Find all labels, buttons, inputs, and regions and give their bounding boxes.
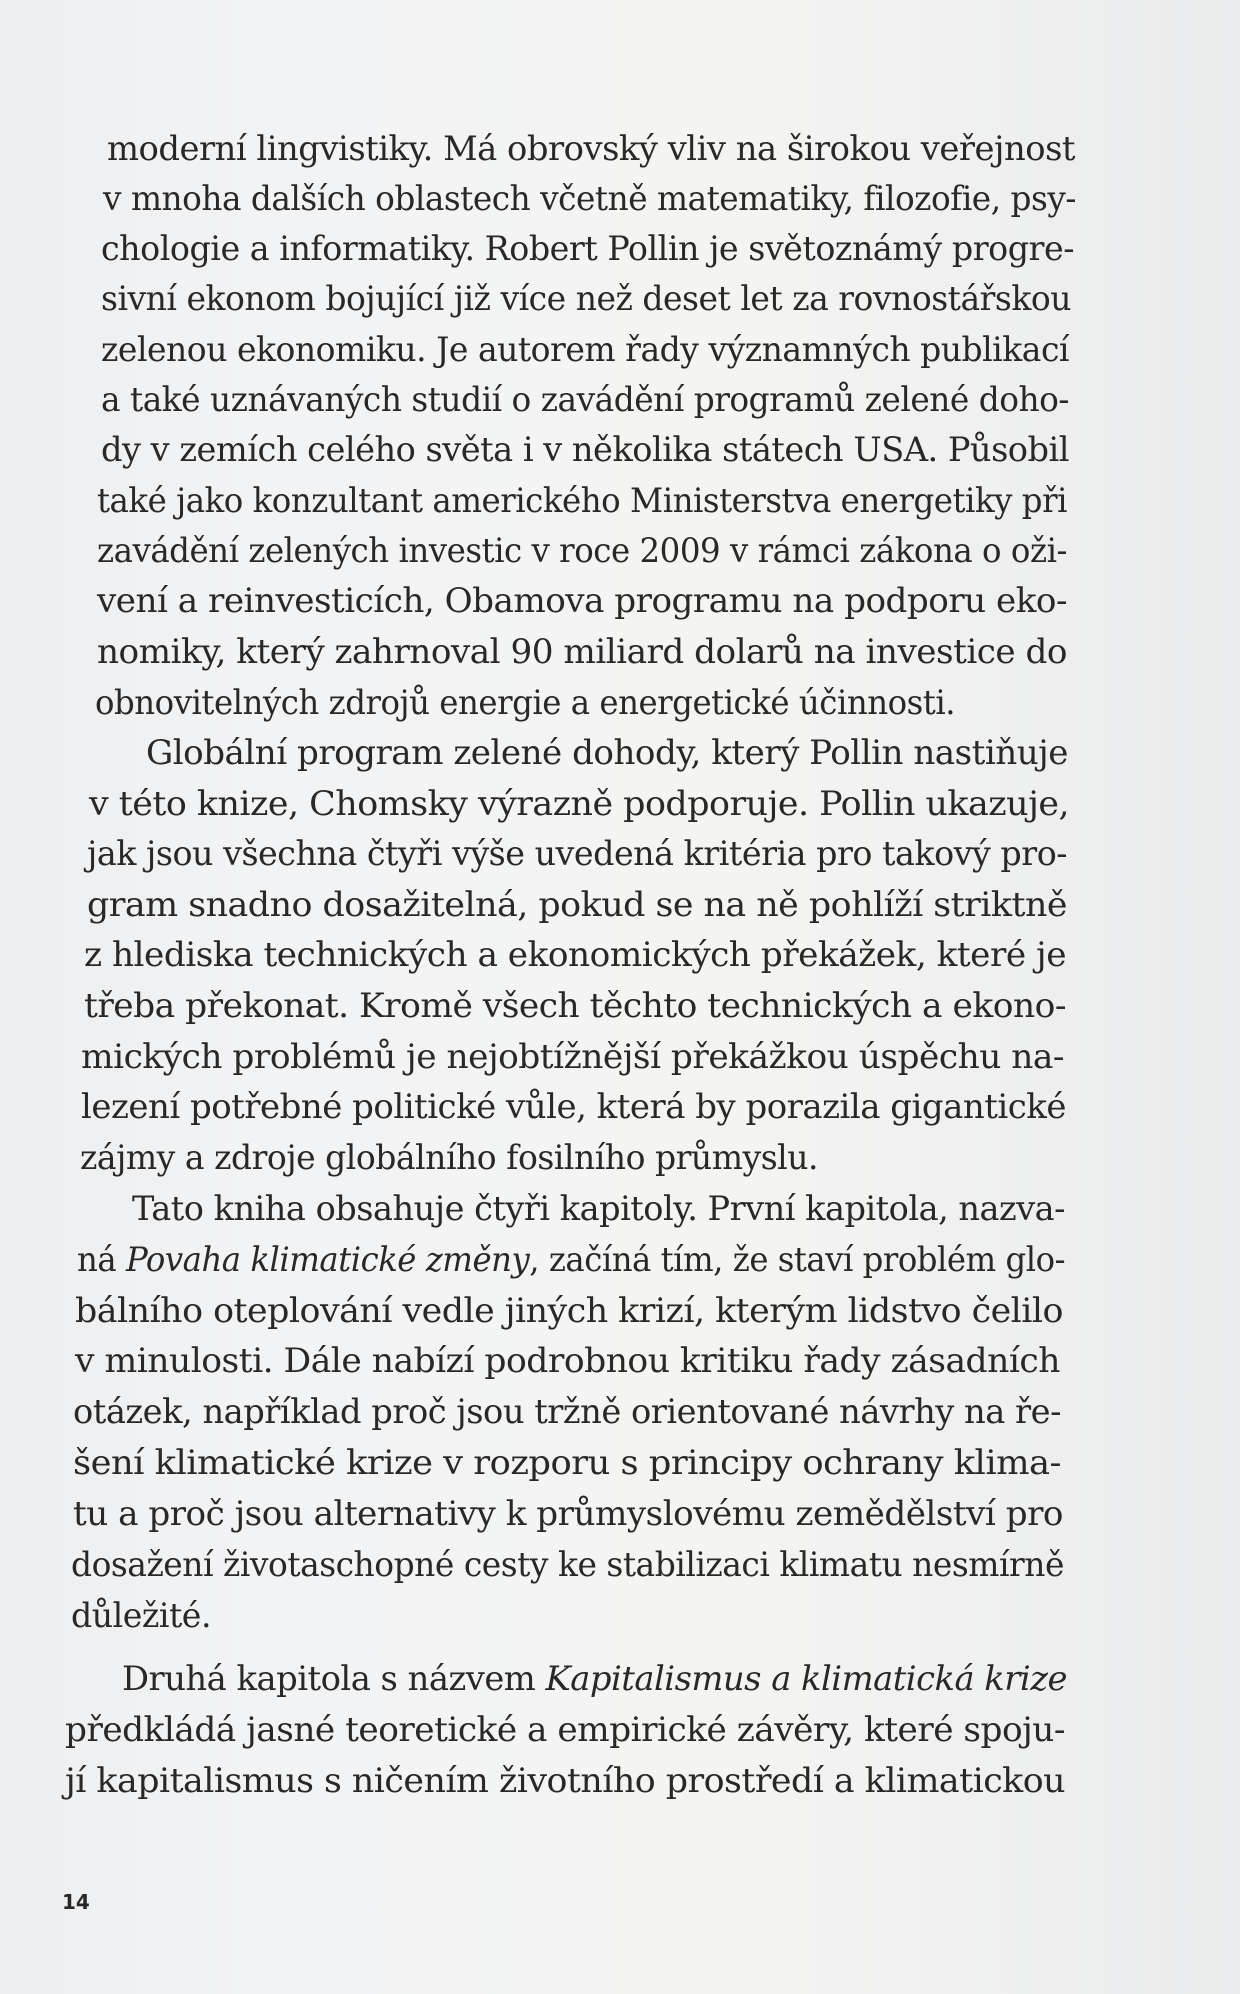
text-line [65,1710,1065,1750]
text-segment: otázek, například proč jsou tržně orientované návrhy na ře- [73,1392,1061,1432]
text-segment: dy v zemích celého světa i v několika státech USA. Působil [101,430,1070,470]
text-segment: tu a proč jsou alternativy k průmyslovému zemědělství pro [73,1494,1063,1534]
text-line [122,1659,1067,1699]
text-line [101,229,1074,269]
text-segment: nomiky, který zahrnoval 90 miliard dolarů na investice do [97,632,1068,672]
text-line [97,632,1068,672]
text-line [73,1392,1061,1432]
text-line [75,1291,1063,1331]
italic-title: Povaha klimatické změny [125,1240,530,1280]
text-segment: dosažení životaschopné cesty ke stabilizaci klimatu nesmírně [71,1545,1064,1585]
italic-title: Kapitalismus a klimatická krize [545,1659,1067,1699]
text-segment: jak jsou všechna čtyři výše uvedená kritéria pro takový pro- [87,834,1068,874]
text-segment: moderní lingvistiky. Má obrovský vliv na širokou veřejnost [107,129,1076,169]
text-segment: , začíná tím, že staví problém glo- [529,1240,1066,1280]
text-line [81,1037,1065,1077]
text-segment: zelenou ekonomiku. Je autorem řady významných publikací [101,330,1070,370]
text-line [71,1545,1064,1585]
text-line [77,1240,1066,1280]
text-segment: chologie a informatiky. Robert Pollin je světoznámý progre- [101,229,1074,269]
text-line [101,430,1070,470]
text-segment: Globální program zelené dohody, který Pollin nastiňuje [146,733,1068,773]
text-line [81,1087,1066,1127]
text-line [89,784,1070,824]
text-segment: a také uznávaných studií o zavádění programů zelené doho- [101,380,1070,420]
text-segment: vení a reinvesticích, Obamova programu na podporu eko- [97,581,1068,621]
text-segment: jí kapitalismus s ničením životního prostředí a klimatickou [65,1761,1066,1801]
text-line [95,683,956,723]
text-line [97,581,1068,621]
text-line [87,885,1067,925]
text-line [146,733,1068,773]
text-line [71,1596,212,1636]
text-line [84,986,1066,1026]
text-segment: z hlediska technických a ekonomických překážek, které je [84,935,1066,975]
text-line [107,129,1076,169]
text-line [80,1138,819,1178]
text-line [84,935,1066,975]
text-segment: Tato kniha obsahuje čtyři kapitoly. První kapitola, nazva- [132,1189,1066,1229]
text-line [103,179,1076,219]
text-segment: důležité. [71,1596,212,1636]
text-segment: zavádění zelených investic v roce 2009 v rámci zákona o oži- [97,531,1067,571]
text-segment: zájmy a zdroje globálního fosilního průmyslu. [80,1138,819,1178]
text-segment: v mnoha dalších oblastech včetně matematiky, filozofie, psy- [103,179,1076,219]
text-line [132,1189,1066,1229]
text-line [73,1443,1061,1483]
text-segment: gram snadno dosažitelná, pokud se na ně pohlíží striktně [87,885,1067,925]
text-segment: obnovitelných zdrojů energie a energetické účinnosti. [95,683,956,723]
text-segment: šení klimatické krize v rozporu s principy ochrany klima- [73,1443,1061,1483]
text-line [87,834,1068,874]
text-segment: sivní ekonom bojující již více než deset let za rovnostářskou [101,279,1072,319]
text-line [73,1494,1063,1534]
text-line [97,481,1067,521]
text-segment: v minulosti. Dále nabízí podrobnou kritiku řady zásadních [75,1341,1060,1381]
text-segment: bálního oteplování vedle jiných krizí, kterým lidstvo čelilo [75,1291,1063,1331]
text-segment: předkládá jasné teoretické a empirické závěry, které spoju- [65,1710,1065,1750]
text-segment: třeba překonat. Kromě všech těchto technických a ekono- [84,986,1066,1026]
text-segment: lezení potřebné politické vůle, která by porazila gigantické [81,1087,1066,1127]
text-segment: Druhá kapitola s názvem [122,1659,546,1699]
text-line [101,279,1072,319]
text-segment: ná [77,1240,126,1280]
text-line [101,380,1070,420]
text-line [97,531,1067,571]
text-line [75,1341,1060,1381]
text-line [65,1761,1066,1801]
text-segment: také jako konzultant amerického Ministerstva energetiky při [97,481,1067,521]
page-number: 14 [62,1890,90,1914]
text-segment: v této knize, Chomsky výrazně podporuje. Pollin ukazuje, [89,784,1070,824]
text-line [101,330,1070,370]
text-segment: mických problémů je nejobtížnější překážkou úspěchu na- [81,1037,1065,1077]
